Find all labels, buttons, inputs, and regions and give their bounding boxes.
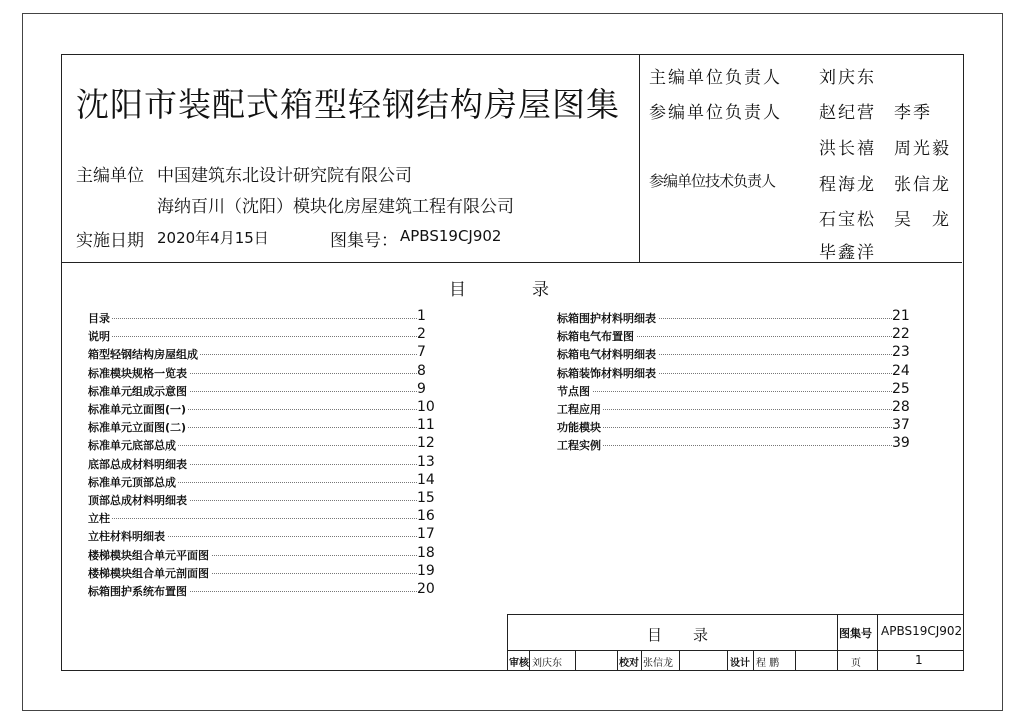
org-1: 中国建筑东北设计研究院有限公司 (157, 166, 412, 186)
toc-entry[interactable] (88, 435, 437, 452)
dot-leader (557, 409, 894, 410)
toc-entry[interactable] (88, 454, 437, 471)
chief-name: 刘庆东 (819, 68, 876, 88)
date-label: 实施日期 (76, 231, 144, 251)
toc-entry[interactable] (557, 381, 912, 398)
participant-name: 赵纪营 (819, 103, 876, 123)
participant-name: 周光毅 (894, 139, 951, 159)
toc-entry-page: 13 (417, 454, 437, 470)
toc-entry-label: 说明 (88, 330, 110, 344)
toc-entry-page: 18 (417, 545, 437, 561)
chief-label: 主编单位负责人 (649, 68, 782, 88)
toc-entry-page: 22 (892, 326, 912, 342)
toc-entry-label: 底部总成材料明细表 (88, 457, 187, 471)
toc-entry-page: 25 (892, 381, 912, 397)
toc-entry-label: 工程实例 (557, 439, 601, 453)
toc-entry[interactable] (88, 563, 437, 580)
toc-entry[interactable] (88, 326, 437, 343)
dot-leader (88, 336, 419, 337)
toc-entry-page: 15 (417, 490, 437, 506)
toc-entry[interactable] (88, 308, 437, 325)
dot-leader (88, 318, 419, 319)
toc-entry-label: 顶部总成材料明细表 (88, 494, 187, 507)
toc-entry[interactable] (88, 381, 437, 398)
toc-entry[interactable] (557, 363, 912, 380)
atlas-number: APBS19CJ902 (400, 227, 502, 245)
toc-entry-page: 16 (417, 508, 437, 524)
toc-entry-label: 标箱围护系统布置图 (88, 585, 187, 598)
toc-entry-page: 8 (417, 363, 437, 379)
toc-entry[interactable] (557, 435, 912, 452)
toc-entry-page: 21 (892, 308, 912, 324)
toc-entry-label: 目录 (88, 312, 110, 325)
toc-entry[interactable] (557, 399, 912, 416)
atlas-title: 沈阳市装配式箱型轻钢结构房屋图集 (76, 85, 620, 124)
toc-entry-label: 工程应用 (557, 403, 601, 416)
toc-entry[interactable] (88, 417, 437, 434)
design-label: 设计 (730, 658, 750, 669)
toc-entry[interactable] (557, 417, 912, 434)
toc-entry-label: 标箱电气布置图 (557, 330, 634, 344)
dot-leader (557, 391, 894, 392)
toc-entry-label: 标准单元组成示意图 (88, 384, 187, 398)
tech-name: 石宝松 (819, 210, 876, 230)
toc-entry-label: 标准单元立面图(一) (88, 403, 187, 416)
drawing-frame (61, 54, 964, 671)
header-divider (639, 55, 640, 262)
review-label: 审核 (509, 658, 529, 669)
toc-entry[interactable] (557, 326, 912, 343)
toc-title-char: 录 (532, 280, 549, 300)
toc-entry-page: 17 (417, 526, 437, 542)
toc-entry[interactable] (88, 581, 437, 598)
toc-entry[interactable] (88, 344, 437, 361)
toc-entry[interactable] (88, 526, 437, 543)
page-number: 1 (915, 653, 923, 667)
tech-name: 吴 龙 (894, 210, 951, 230)
cover-header (62, 55, 962, 263)
toc-entry[interactable] (88, 472, 437, 489)
toc-entry-label: 标准单元立面图(二) (88, 421, 187, 435)
tech-name: 毕鑫洋 (819, 243, 876, 263)
org-label: 主编单位 (76, 166, 144, 186)
check-label: 校对 (619, 658, 639, 669)
toc-entry-label: 节点图 (557, 384, 590, 398)
participant-name: 李季 (894, 103, 932, 123)
toc-entry-page: 39 (892, 435, 912, 451)
participant-name: 洪长禧 (819, 139, 876, 159)
toc-entry-label: 标箱装饰材料明细表 (557, 366, 656, 380)
toc-entry[interactable] (88, 508, 437, 525)
toc-entry-page: 14 (417, 472, 437, 488)
toc-entry-label: 立柱材料明细表 (88, 530, 165, 544)
tech-label: 参编单位技术负责人 (649, 172, 776, 190)
toc-entry[interactable] (557, 344, 912, 361)
tech-name: 张信龙 (894, 175, 951, 195)
toc-entry[interactable] (557, 308, 912, 325)
toc-entry-page: 12 (417, 435, 437, 451)
toc-entry[interactable] (88, 399, 437, 416)
title-block-name: 录 (693, 626, 709, 644)
dot-leader (88, 518, 419, 519)
toc-entry-page: 11 (417, 417, 437, 433)
toc-entry-page: 23 (892, 344, 912, 360)
dot-leader (557, 445, 894, 446)
toc-title-char: 目 (449, 280, 466, 300)
toc-entry-page: 7 (417, 344, 437, 360)
toc-entry-label: 标准单元底部总成 (88, 439, 176, 453)
toc-entry-page: 37 (892, 417, 912, 433)
title-block-name: 目 (647, 626, 663, 644)
implementation-date: 2020年4月15日 (157, 229, 269, 247)
atlas-number-label: 图集号： (330, 231, 398, 251)
toc-entry-label: 楼梯模块组合单元平面图 (88, 548, 209, 562)
org-2: 海纳百川（沈阳）模块化房屋建筑工程有限公司 (157, 197, 514, 217)
title-block-atlas-label: 图集号 (839, 627, 872, 640)
toc-entry-page: 19 (417, 563, 437, 579)
participant-label: 参编单位负责人 (649, 103, 782, 123)
review-signature: 刘庆东 (532, 658, 562, 669)
toc-entry-label: 标准模块规格一览表 (88, 366, 187, 380)
toc-entry-page: 9 (417, 381, 437, 397)
toc-entry-label: 箱型轻钢结构房屋组成 (88, 348, 198, 362)
toc-entry-page: 1 (417, 308, 437, 324)
toc-entry-page: 2 (417, 326, 437, 342)
toc-entry-label: 楼梯模块组合单元剖面图 (88, 566, 209, 580)
toc-entry[interactable] (88, 490, 437, 507)
toc-entry-page: 28 (892, 399, 912, 415)
tech-name: 程海龙 (819, 175, 876, 195)
toc-entry-label: 标准单元顶部总成 (88, 475, 176, 489)
toc-entry-label: 立柱 (88, 512, 110, 526)
toc-entry-label: 标箱围护材料明细表 (557, 312, 656, 325)
toc-entry-label: 功能模块 (557, 421, 601, 435)
title-block (507, 614, 963, 671)
design-signature: 程 鹏 (756, 658, 780, 669)
toc-entry[interactable] (88, 363, 437, 380)
page-label: 页 (851, 658, 861, 669)
toc-entry-page: 20 (417, 581, 437, 597)
title-block-atlas-no: APBS19CJ902 (881, 624, 963, 638)
toc-entry-page: 24 (892, 363, 912, 379)
dot-leader (557, 427, 894, 428)
toc-entry-label: 标箱电气材料明细表 (557, 348, 656, 362)
toc-entry[interactable] (88, 545, 437, 562)
check-signature: 张信龙 (643, 658, 673, 669)
toc-entry-page: 10 (417, 399, 437, 415)
